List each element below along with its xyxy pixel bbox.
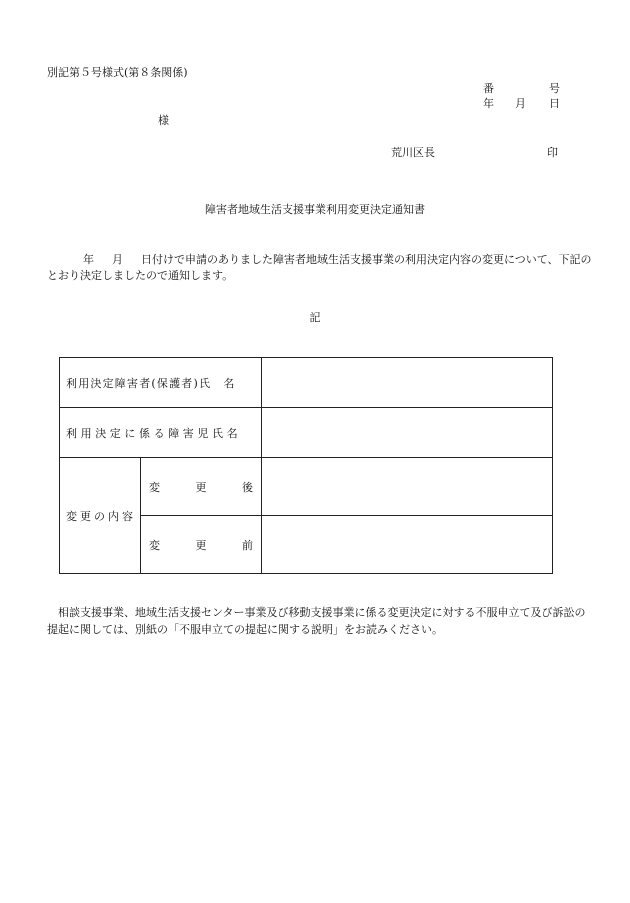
after-char: 変 — [149, 480, 160, 494]
ki-heading: 記 — [309, 311, 321, 324]
appeal-notice: 相談支援事業、地域生活支援センター事業及び移動支援事業に係る変更決定に対する不服申立て及び訴訟の提起に関しては、別紙の「不服申立ての提起に関する説明」をお読みください。 — [47, 606, 586, 636]
disabled-person-name-label: 利用決定障害者(保護者)氏 名 — [60, 358, 262, 408]
date-day-label: 日 — [549, 97, 560, 110]
number-suffix: 号 — [549, 82, 560, 95]
number-label: 番 — [483, 82, 494, 95]
before-char: 前 — [242, 538, 253, 552]
document-title: 障害者地域生活支援事業利用変更決定通知書 — [205, 203, 425, 216]
seal-mark: 印 — [547, 146, 558, 159]
table-row — [60, 358, 553, 408]
before-char: 更 — [195, 538, 207, 552]
after-char: 更 — [195, 480, 207, 494]
body-year: 年 — [83, 253, 94, 266]
body-month: 月 — [112, 253, 123, 266]
after-change-value — [262, 458, 553, 516]
child-name-value — [262, 408, 553, 458]
disabled-person-name-value — [262, 358, 553, 408]
body-text: 日付けで申請のありました障害者地域生活支援事業の利用決定内容の変更について、下記のとおり決定しましたので通知します。 — [47, 253, 592, 282]
issuer-name: 荒川区長 — [391, 146, 435, 159]
addressee-suffix: 様 — [158, 114, 169, 127]
after-char: 後 — [242, 480, 253, 494]
detail-table — [59, 357, 553, 574]
before-char: 変 — [149, 538, 160, 552]
form-number: 別記第５号様式(第８条関係) — [47, 66, 188, 79]
date-month-label: 月 — [515, 97, 526, 110]
date-year-label: 年 — [483, 97, 494, 110]
change-content-label: 変更の内容 — [60, 458, 141, 574]
table-row — [60, 408, 553, 458]
body-paragraph — [47, 252, 592, 284]
before-change-label — [141, 516, 262, 574]
table-row — [60, 458, 553, 516]
before-change-value — [262, 516, 553, 574]
after-change-label — [141, 458, 262, 516]
child-name-label: 利用決定に係る障害児氏名 — [60, 408, 262, 458]
